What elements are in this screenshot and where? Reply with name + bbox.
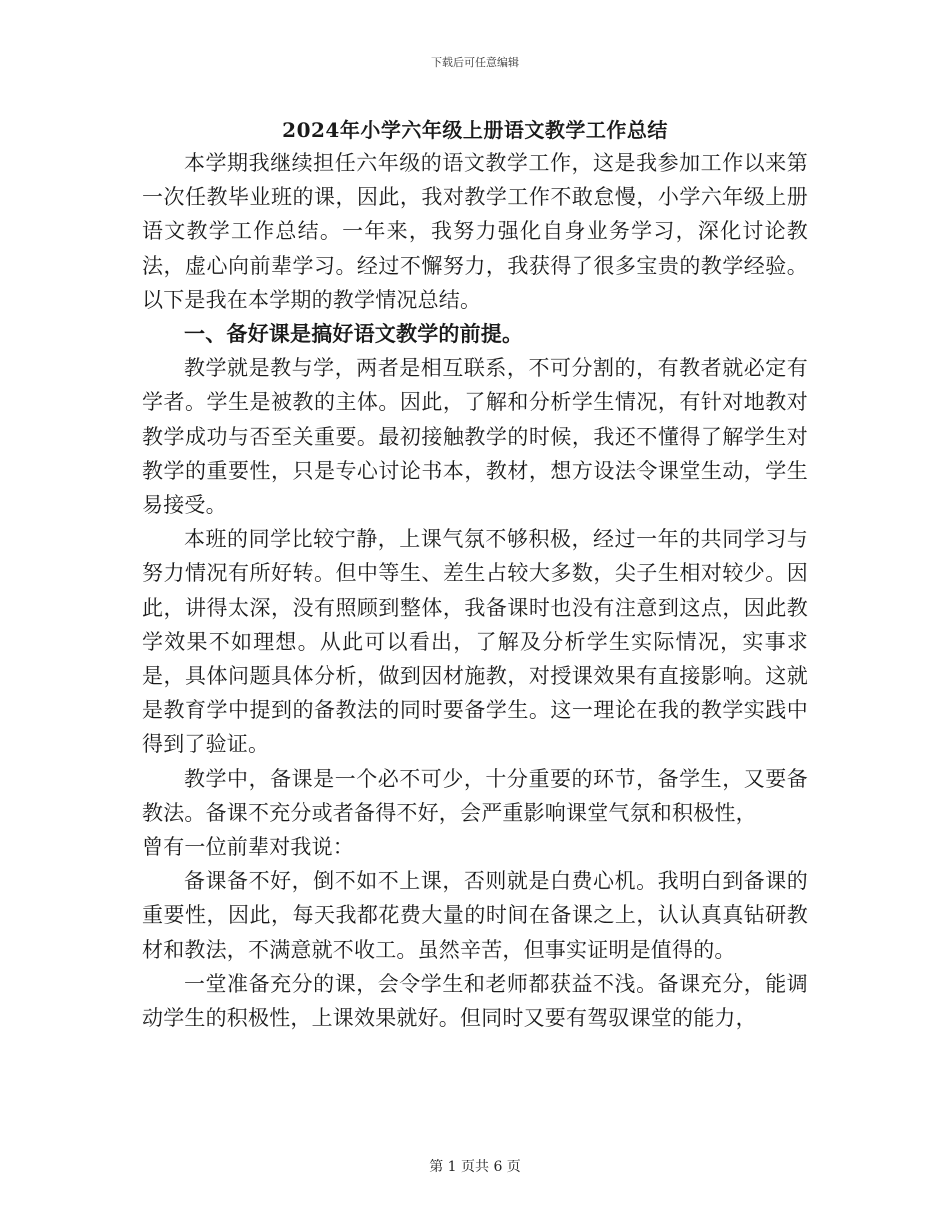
page-footer: 第 1 页共 6 页 xyxy=(429,1159,521,1175)
paragraph-preparation: 教学中，备课是一个必不可少，十分重要的环节，备学生，又要备教法。备课不充分或者备得不好，会严重影响课堂气氛和积极性， xyxy=(142,766,808,825)
document-title: 2024年小学六年级上册语文教学工作总结 xyxy=(282,118,668,142)
header-note: 下载后可任意编辑 xyxy=(431,56,519,69)
paragraph-benefit: 一堂准备充分的课，会令学生和老师都获益不浅。备课充分，能调动学生的积极性，上课效果就好。但同时又要有驾驭课堂的能力， xyxy=(142,971,808,1031)
paragraph-intro: 本学期我继续担任六年级的语文教学工作，这是我参加工作以来第一次任教毕业班的课，因此，我对教学工作不敢怠慢，小学六年级上册语文教学工作总结。一年来，我努力强化自身业务学习，深化讨论教法，虚心向前辈学习。经过不懈努力，我获得了很多宝贵的教学经验。以下是我在本学期的教学情况总结。 xyxy=(142,151,808,312)
paragraph-quote: 备课备不好，倒不如不上课，否则就是白费心机。我明白到备课的重要性，因此，每天我都花费大量的时间在备课之上，认认真真钻研教材和教法，不满意就不收工。虽然辛苦，但事实证明是值得的。 xyxy=(142,869,808,962)
section-heading-1: 一、备好课是搞好语文教学的前提。 xyxy=(184,321,524,347)
paragraph-quote-intro: 曾有一位前辈对我说： xyxy=(142,835,354,860)
paragraph-class: 本班的同学比较宁静，上课气氛不够积极，经过一年的共同学习与努力情况有所好转。但中等生、差生占较大多数，尖子生相对较少。因此，讲得太深，没有照顾到整体，我备课时也没有注意到这点，因此教学效果不如理想。从此可以看出，了解及分析学生实际情况，实事求是，具体问题具体分析，做到因材施教，对授课效果有直接影响。这就是教育学中提到的备教法的同时要备学生。这一理论在我的教学实践中得到了验证。 xyxy=(142,527,808,757)
paragraph-teaching: 教学就是教与学，两者是相互联系，不可分割的，有教者就必定有学者。学生是被教的主体。因此，了解和分析学生情况，有针对地教对教学成功与否至关重要。最初接触教学的时候，我还不懂得了解学生对教学的重要性，只是专心讨论书本，教材，想方设法令课堂生动，学生易接受。 xyxy=(142,356,808,518)
document-body xyxy=(142,146,808,1035)
